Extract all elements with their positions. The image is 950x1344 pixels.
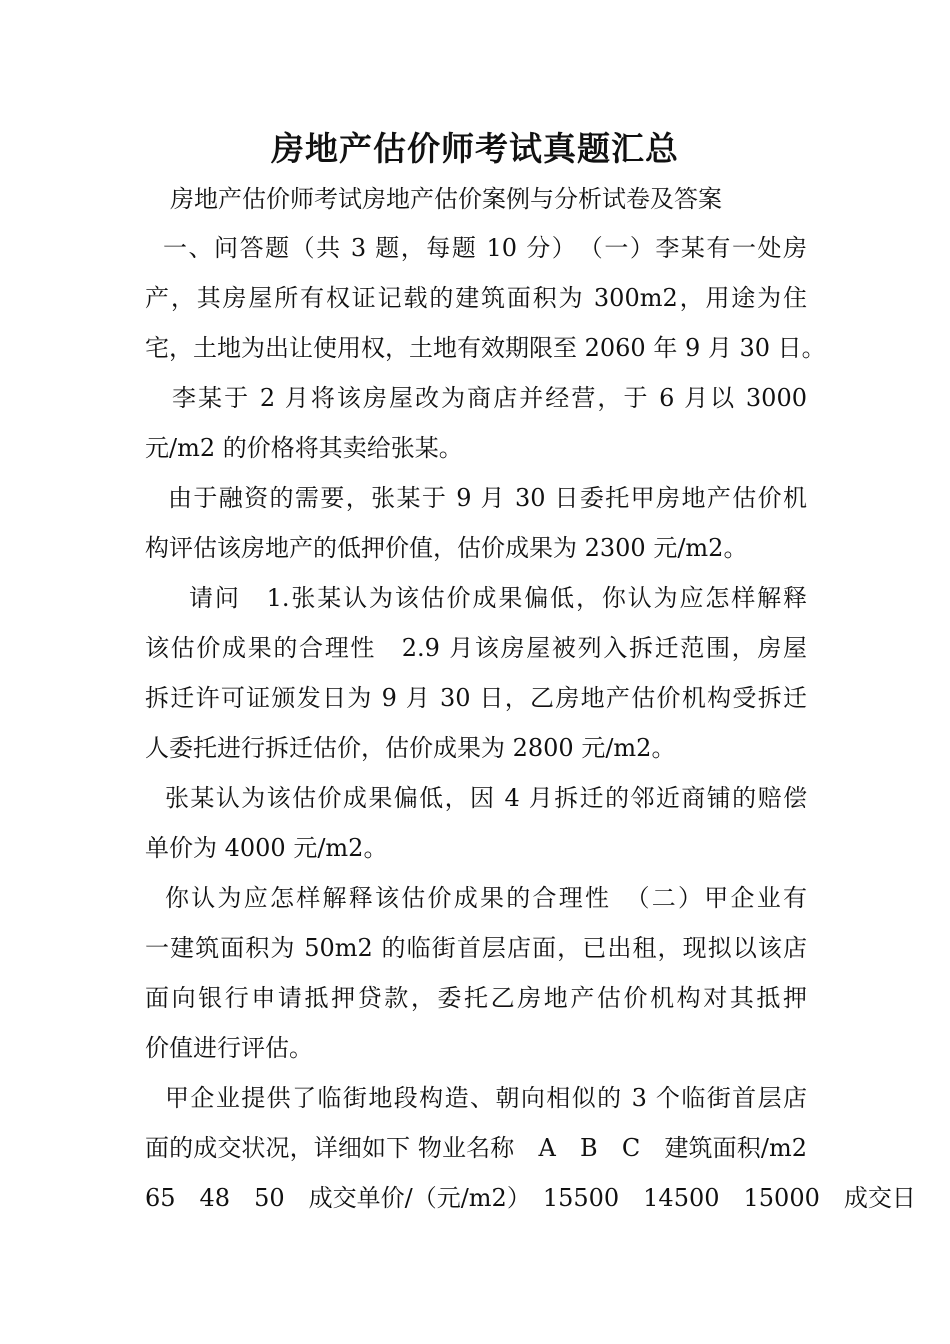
text-line: 请问 1.张某认为该估价成果偏低，你认为应怎样解释: [189, 584, 807, 612]
page-title: 房地产估价师考试真题汇总: [271, 129, 679, 168]
text-line: 元/m2 的价格将其卖给张某。: [145, 434, 463, 462]
text-line: 构评估该房地产的低押价值，估价成果为 2300 元/m2。: [145, 534, 748, 562]
text-line: 65 48 50 成交单价/（元/m2） 15500 14500 15000 成交日: [145, 1184, 916, 1212]
text-line: 拆迁许可证颁发日为 9 月 30 日，乙房地产估价机构受拆迁: [145, 684, 807, 712]
text-line: 人委托进行拆迁估价，估价成果为 2800 元/m2。: [145, 734, 676, 762]
text-line: 价值进行评估。: [145, 1034, 313, 1062]
text-line: 面的成交状况，详细如下 物业名称 A B C 建筑面积/m2: [145, 1134, 807, 1162]
text-line: 单价为 4000 元/m2。: [145, 834, 388, 862]
text-line: 一建筑面积为 50m2 的临街首层店面，已出租，现拟以该店: [145, 934, 807, 962]
text-line: 张某认为该估价成果偏低，因 4 月拆迁的邻近商铺的赔偿: [165, 784, 807, 812]
text-line: 产，其房屋所有权证记载的建筑面积为 300m2，用途为住: [145, 284, 807, 312]
text-line: 你认为应怎样解释该估价成果的合理性 （二）甲企业有: [165, 884, 807, 912]
text-line: 一、问答题（共 3 题，每题 10 分） （一）李某有一处房: [163, 234, 807, 262]
text-line: 由于融资的需要，张某于 9 月 30 日委托甲房地产估价机: [168, 484, 807, 512]
text-line: 该估价成果的合理性 2.9 月该房屋被列入拆迁范围，房屋: [145, 634, 807, 662]
text-line: 甲企业提供了临街地段构造、朝向相似的 3 个临街首层店: [165, 1084, 807, 1112]
text-line: 面向银行申请抵押贷款，委托乙房地产估价机构对其抵押: [145, 984, 807, 1012]
text-line: 李某于 2 月将该房屋改为商店并经营，于 6 月以 3000: [172, 384, 807, 412]
text-line: 宅，土地为出让使用权，土地有效期限至 2060 年 9 月 30 日。: [145, 334, 826, 362]
subtitle-line: 房地产估价师考试房地产估价案例与分析试卷及答案: [170, 185, 722, 213]
